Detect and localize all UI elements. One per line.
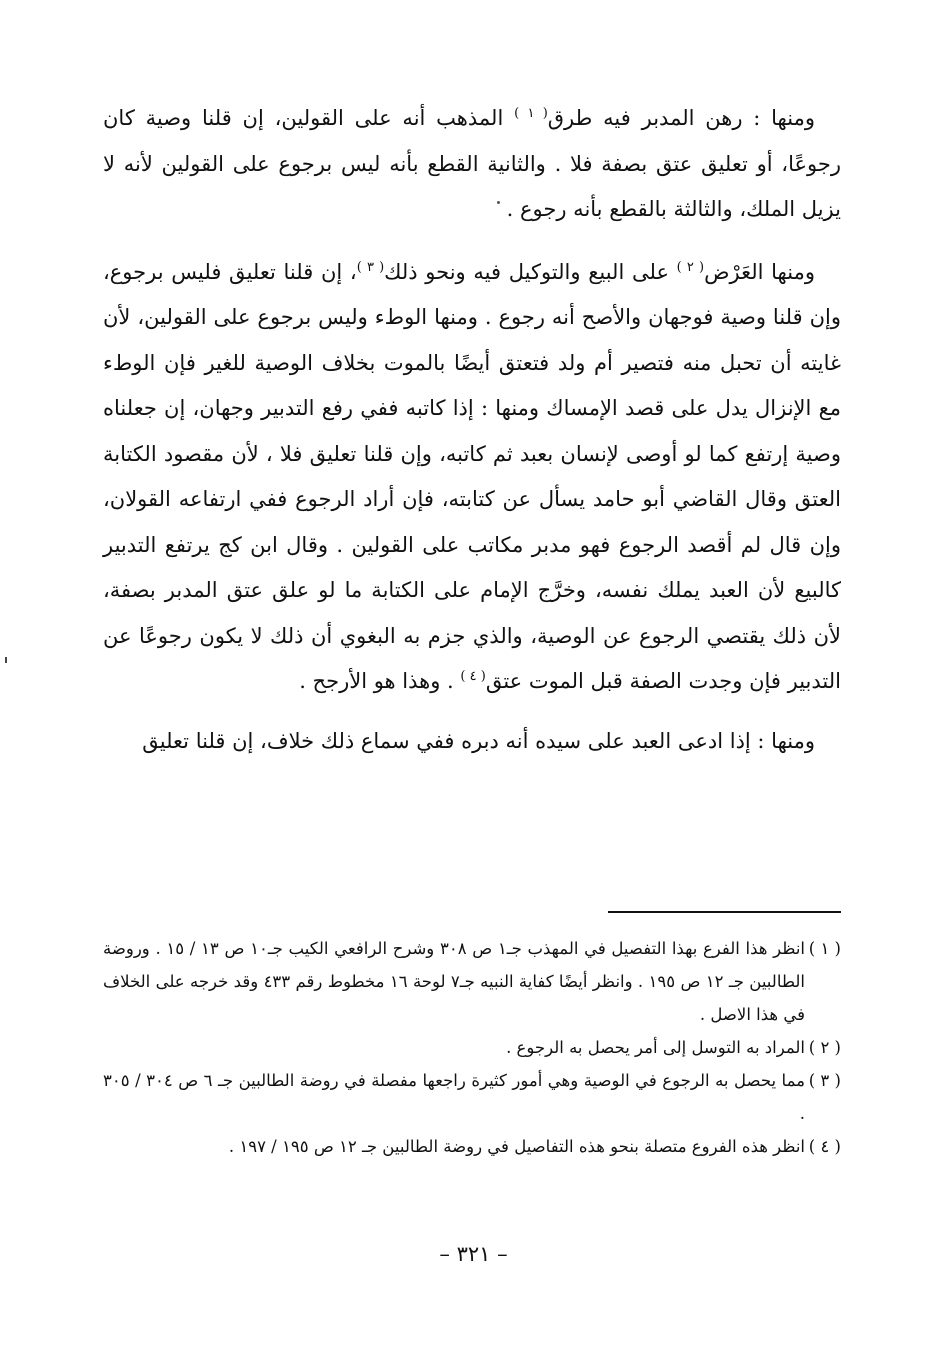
- page-number: – ٣٢١ –: [439, 1242, 508, 1266]
- paragraph-2-text-b: على البيع والتوكيل فيه ونحو ذلك: [384, 259, 677, 284]
- footnote-2: [103, 1031, 841, 1064]
- scan-mark: [5, 657, 7, 663]
- footnote-text: المراد به التوسل إلى أمر يحصل به الرجوع .: [506, 1038, 805, 1057]
- footnote-text: انظر هذه الفروع متصلة بنحو هذه التفاصيل في روضة الطالبين جـ ١٢ ص ١٩٥ / ١٩٧ .: [228, 1137, 805, 1156]
- paragraph-1-text-b: المذهب أنه على القولين، إن قلنا وصية كان رجوعًا، أو تعليق عتق بصفة فلا . والثانية القطع بأنه ليس برجوع على القولين لأنه لا يزيل الملك، والثالثة بالقطع بأنه رجوع .: [103, 106, 841, 221]
- paragraph-3-text: ومنها : إذا ادعى العبد على سيده أنه دبره ففي سماع ذلك خلاف، إن قلنا تعليق: [142, 728, 815, 753]
- paragraph-2-text-c: ، إن قلنا تعليق فليس برجوع، وإن قلنا وصية فوجهان والأصح أنه رجوع . ومنها الوطء وليس برجوع على القولين، لأن غايته أن تحبل منه فتصير أم ولد فتعتق أيضًا بالموت بخلاف الوصية للغير فإن الوطء مع الإنزال يدل على قصد الإمساك ومنها : إذا كاتبه ففي رفع التدبير وجهان، إن جعلناه وصية إرتفع كما لو أوصى لإنسان بعبد ثم كاتبه، وإن قلنا تعليق فلا ، لأن مقصود الكتابة العتق وقال القاضي أبو حامد يسأل عن كتابته، فإن أراد الرجوع ففي ارتفاعه القولان، وإن قال لم أقصد الرجوع فهو مدبر مكاتب على القولين . وقال ابن كج يرتفع التدبير كالبيع لأن العبد يملك نفسه، وخرَّج الإمام على الكتابة ما لو علق عتق المدبر بصفة، لأن ذلك يقتصي الرجوع عن الوصية، والذي جزم به البغوي أن ذلك لا يكون رجوعًا عن التدبير فإن وجدت الصفة قبل الموت عتق: [103, 259, 841, 693]
- paragraph-2-text-d: . وهذا هو الأرجح .: [299, 669, 461, 693]
- footnote-number: ( ١ ): [808, 939, 841, 958]
- footnote-ref-2[interactable]: ( ٢ ): [676, 259, 705, 275]
- footnote-number: ( ٣ ): [808, 1071, 841, 1090]
- paragraph-3: [103, 719, 841, 765]
- scan-speck: [497, 201, 500, 204]
- footnote-1: [103, 932, 841, 1031]
- footnote-number: ( ٢ ): [808, 1038, 841, 1057]
- footnote-separator: [608, 911, 841, 913]
- paragraph-2-text-a: ومنها العَرْض: [704, 259, 815, 284]
- footnote-number: ( ٤ ): [808, 1137, 841, 1156]
- paragraph-1: [103, 96, 841, 233]
- footnote-text: مما يحصل به الرجوع في الوصية وهي أمور كثيرة راجعها مفصلة في روضة الطالبين جـ ٦ ص ٣٠٤ / ٣٠٥ .: [103, 1071, 805, 1123]
- footnote-4: [103, 1130, 841, 1163]
- paragraph-2: [103, 250, 841, 705]
- footnote-3: [103, 1064, 841, 1130]
- footnote-text: انظر هذا الفرع بهذا التفصيل في المهذب جـ١ ص ٣٠٨ وشرح الرافعي الكيب جـ١٠ ص ١٣ / ١٥ . وروضة الطالبين جـ ١٢ ص ١٩٥ . وانظر أيضًا كفاية النبيه جـ٧ لوحة ١٦ مخطوط رقم ٤٣٣ وقد خرجه على الخلاف في هذا الاصل .: [103, 939, 805, 1024]
- main-text: [103, 96, 841, 764]
- paragraph-1-text-a: ومنها : رهن المدبر فيه طرق: [547, 106, 815, 130]
- footnote-ref-3[interactable]: ( ٣ ): [356, 259, 385, 275]
- footnotes: [103, 932, 841, 1163]
- footnote-ref-4[interactable]: ( ٤ ): [460, 669, 486, 684]
- footnote-ref-1[interactable]: ( ١ ): [514, 106, 548, 121]
